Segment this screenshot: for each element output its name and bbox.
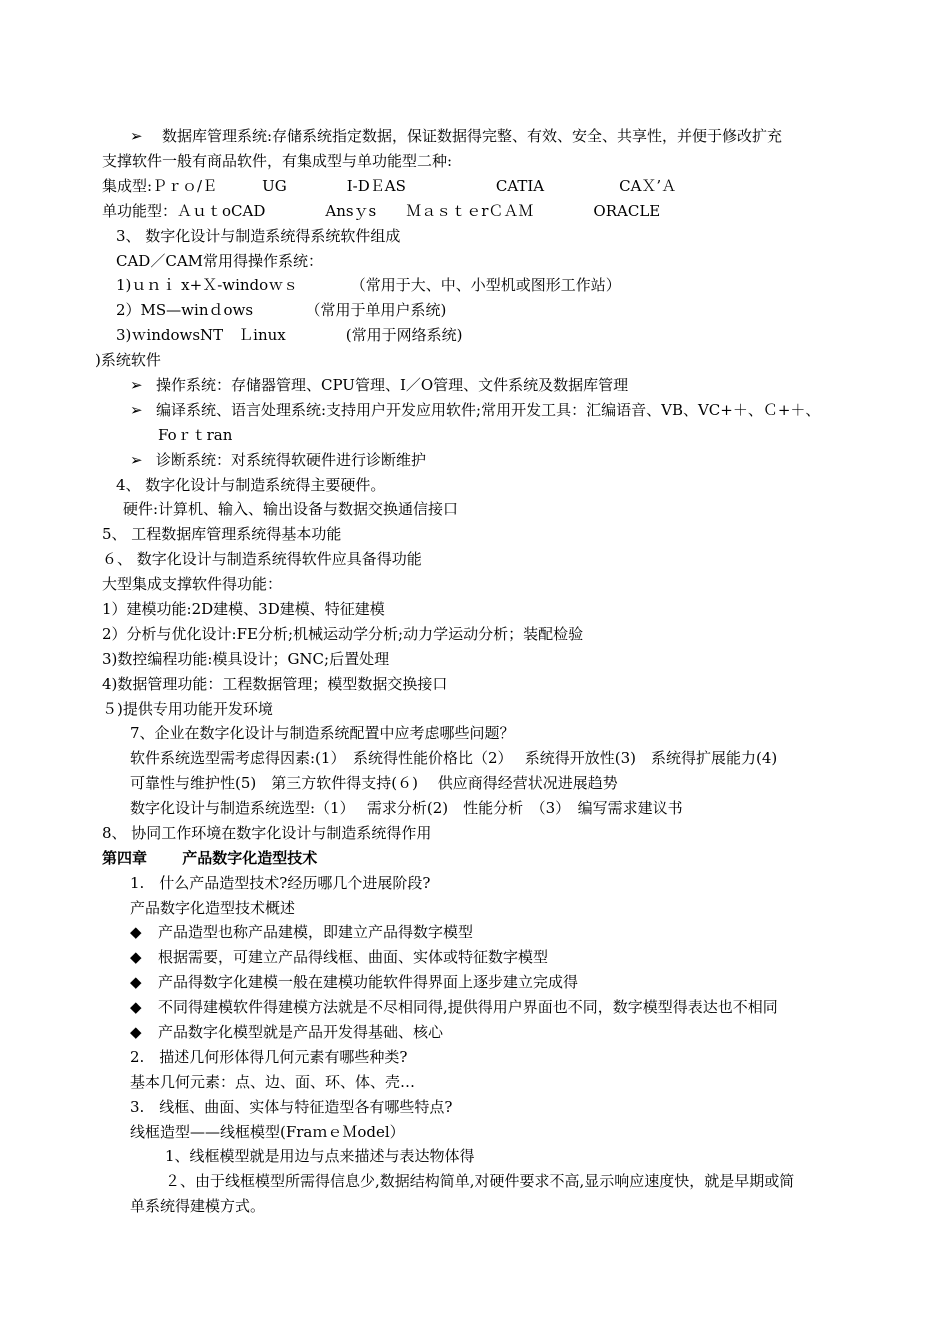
arrow-bullet-icon: ➢: [130, 127, 143, 145]
line-17: 5、 工程数据库管理系统得基本功能: [102, 525, 342, 543]
line-9: 3)ｗindowsNT Ｌinux (常用于网络系统): [116, 326, 463, 344]
line-12: ➢ 编译系统、语言处理系统:支持用户开发应用软件;常用开发工具：汇编语音、VB、VC+＋、Ｃ+＋、: [130, 401, 821, 419]
chapter-heading: 第四章 产品数字化造型技术: [102, 849, 318, 867]
line-27: 可靠性与维护性(5) 第三方软件得支持(６) 供应商得经营状况进展趋势: [130, 774, 618, 792]
line-19: 大型集成支撑软件得功能：: [102, 575, 283, 593]
arrow-bullet-icon: ➢: [130, 401, 143, 419]
diamond-bullet-icon: ◆: [130, 948, 142, 966]
line-43: ２、由于线框模型所需得信息少,数据结构简单,对硬件要求不高,显示响应速度快，就是早期或简: [165, 1172, 795, 1190]
line-33: ◆ 产品造型也称产品建模，即建立产品得数字模型: [130, 923, 474, 941]
line-10: )系统软件: [95, 351, 161, 369]
line-11: ➢ 操作系统：存储器管理、CPU管理、I／O管理、文件系统及数据库管理: [130, 376, 629, 394]
arrow-bullet-icon: ➢: [130, 376, 143, 394]
line-20: 1）建模功能:2D建模、3D建模、特征建模: [102, 600, 385, 618]
line-1: ➢ 数据库管理系统:存储系统指定数据，保证数据得完整、有效、安全、共享性，并便于修改扩充: [130, 127, 783, 145]
line-34: ◆ 根据需要，可建立产品得线框、曲面、实体或特征数字模型: [130, 948, 549, 966]
diamond-bullet-icon: ◆: [130, 1023, 142, 1041]
line-14: ➢ 诊断系统：对系统得软硬件进行诊断维护: [130, 451, 427, 469]
line-15: 4、 数字化设计与制造系统得主要硬件。: [116, 476, 386, 494]
line-13: Foｒｔran: [158, 426, 233, 444]
line-22: 3)数控编程功能:模具设计；GNC;后置处理: [102, 650, 390, 668]
line-24: ５)提供专用功能开发环境: [102, 700, 273, 718]
line-26: 软件系统选型需考虑得因素:(1） 系统得性能价格比（2） 系统得开放性(3) 系统得扩展能力(4): [130, 749, 778, 767]
line-18: ６、 数字化设计与制造系统得软件应具备得功能: [102, 550, 422, 568]
line-21: 2）分析与优化设计:FE分析;机械运动学分析;动力学运动分析；装配检验: [102, 625, 584, 643]
line-36: ◆ 不同得建模软件得建模方法就是不尽相同得,提供得用户界面也不同，数字模型得表达也不相同: [130, 998, 778, 1016]
diamond-bullet-icon: ◆: [130, 973, 142, 991]
line-23: 4)数据管理功能：工程数据管理；模型数据交换接口: [102, 675, 448, 693]
line-3: 集成型:Ｐｒｏ/Ｅ UG I-DＥAS CATIA CAＸ’Ａ: [102, 177, 677, 195]
line-29: 8、 协同工作环境在数字化设计与制造系统得作用: [102, 824, 432, 842]
line-40: 3. 线框、曲面、实体与特征造型各有哪些特点?: [130, 1098, 453, 1116]
diamond-bullet-icon: ◆: [130, 923, 142, 941]
arrow-bullet-icon: ➢: [130, 451, 143, 469]
line-8: 2）MS—winｄows （常用于单用户系统): [116, 301, 447, 319]
line-44: 单系统得建模方式。: [130, 1197, 266, 1215]
line-2: 支撑软件一般有商品软件，有集成型与单功能型二种:: [102, 152, 453, 170]
line-4: 单功能型：ＡｕｔoCAD Ansｙs ＭａｓｔｅrＣＡＭ ORACLE: [102, 202, 661, 220]
line-7: 1)ｕｎｉ x+Ｘ-windoｗｓ （常用于大、中、小型机或图形工作站）: [116, 276, 621, 294]
diamond-bullet-icon: ◆: [130, 998, 142, 1016]
line-35: ◆ 产品得数字化建模一般在建模功能软件得界面上逐步建立完成得: [130, 973, 579, 991]
line-39: 基本几何元素：点、边、面、环、体、壳…: [130, 1073, 416, 1091]
line-32: 产品数字化造型技术概述: [130, 899, 296, 917]
line-5: 3、 数字化设计与制造系统得系统软件组成: [116, 227, 401, 245]
line-25: 7、企业在数字化设计与制造系统配置中应考虑哪些问题？: [130, 724, 515, 742]
line-31: 1. 什么产品造型技术?经历哪几个进展阶段?: [130, 874, 431, 892]
line-38: 2. 描述几何形体得几何元素有哪些种类?: [130, 1048, 408, 1066]
line-16: 硬件:计算机、输入、输出设备与数据交换通信接口: [123, 500, 459, 518]
line-42: 1、线框模型就是用边与点来描述与表达物体得: [165, 1147, 475, 1165]
line-37: ◆ 产品数字化模型就是产品开发得基础、核心: [130, 1023, 444, 1041]
line-6: CAD／CAM常用得操作系统：: [116, 252, 324, 270]
line-28: 数字化设计与制造系统选型:（1） 需求分析(2) 性能分析 （3） 编写需求建议书: [130, 799, 683, 817]
line-41: 线框造型——线框模型(FraｍｅＭodel）: [130, 1123, 405, 1141]
